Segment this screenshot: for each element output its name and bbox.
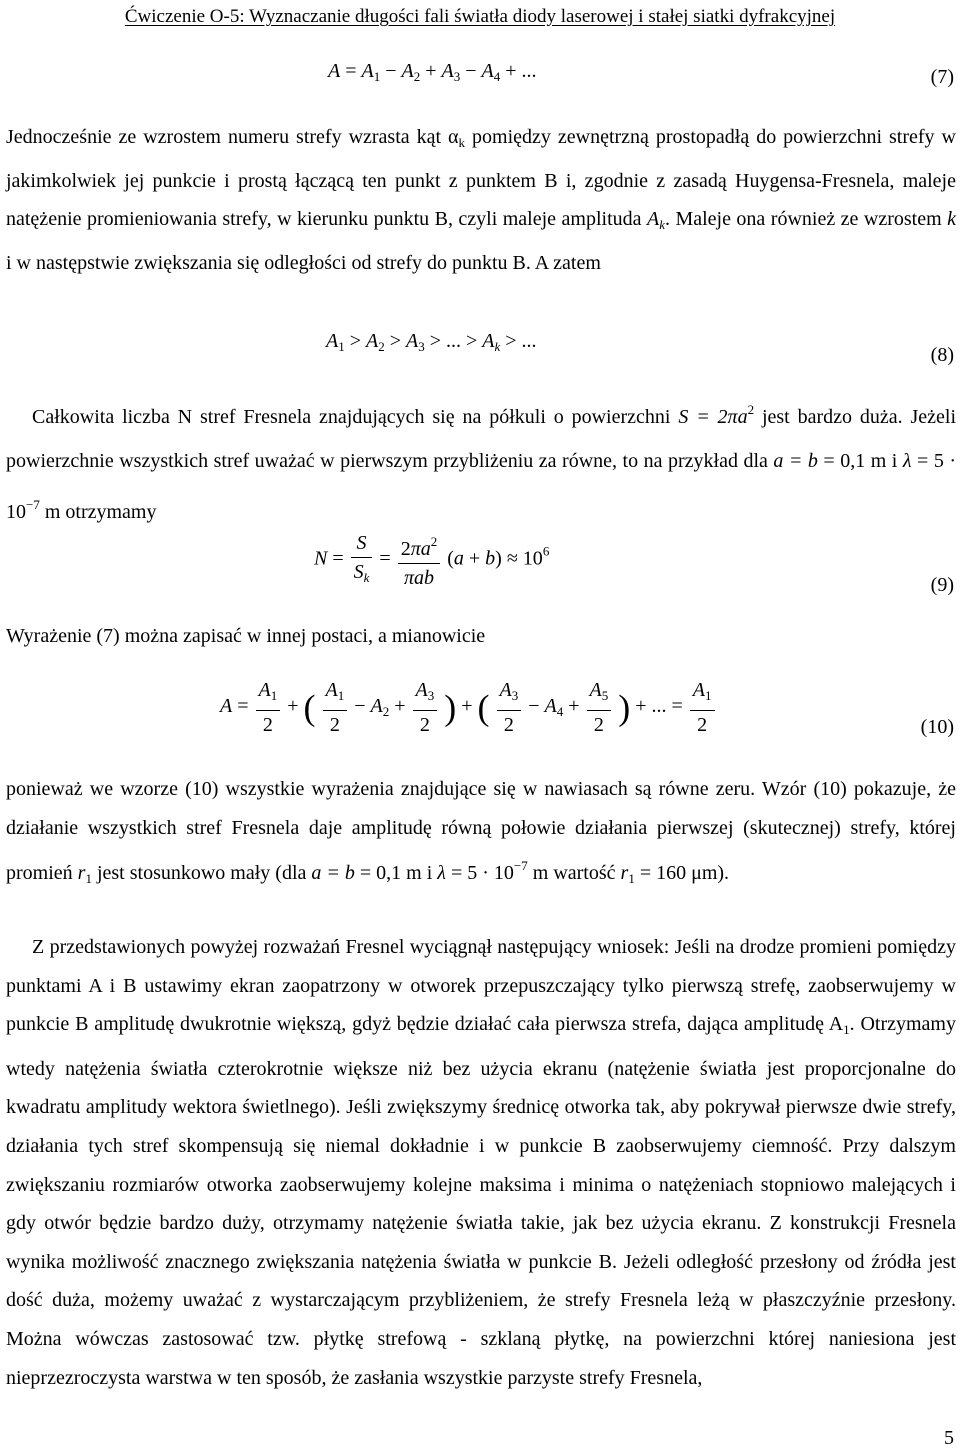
equation-10: A = $\frac{A_1}{2}$ + ( $\frac{A_1}{2}$ − $A_2$ + $\frac{A_3}{2}$ ) + ( $\frac{A_3}{2}$ − $A_4$ + $\frac{A_5}{2}$ ) + ... = $\frac{A_1}{2}$ xyxy=(220,676,717,739)
equation-8: $A_1 > A_2 > A_3$ > ... > $A_k$ > ... xyxy=(326,330,537,354)
p4-text-b: jest stosunkowo mały (dla xyxy=(91,862,312,884)
equation-10-number: (10) xyxy=(920,716,954,738)
p1-k: k xyxy=(947,208,956,230)
p2-text-c: = 0,1 m i xyxy=(817,450,903,472)
equation-7: $A = A_1 - A_2 + A_3 - A_4$ + ... xyxy=(328,60,537,84)
p4-text-d: = 5 · 10 xyxy=(445,862,514,884)
p5-sub: 1 xyxy=(843,1022,850,1038)
p2-text-e: m otrzymamy xyxy=(39,501,157,523)
p2-formula: S = 2πa xyxy=(678,406,748,428)
p1-sub: k xyxy=(458,135,466,150)
p4-ab: a = b xyxy=(311,862,355,884)
p4-r: r xyxy=(77,862,86,884)
p2-exp: −7 xyxy=(26,497,40,512)
p5-text: Z przedstawionych powyżej rozważań Fresnel wyciągnął następujący wniosek: Jeśli na drodze promieni pomiędzy punktami A i B ustawimy ekran zaopatrzony w otworek przepuszczający tylko pierwszą strefę, zaobserwujemy w punkcie B amplitudę dwukrotnie większą, gdyż będzie działać cała pierwsza strefa, dająca amplitudę A xyxy=(6,936,956,1036)
paragraph-first-zone: ponieważ we wzorze (10) wszystkie wyrażenia znajdujące się w nawiasach są równe zeru. Wzór (10) pokazuje, że działanie wszystkich stref Fresnela daje amplitudę równą połowie działania pierwszej (skutecznej) strefy, której promień $r_1$ jest stosunkowo mały (dla a = b = 0,1 m i $\lambda = 5 \cdot 10^{-7}$ m wartość $r_1 = 160$ μm). xyxy=(6,778,956,886)
paragraph-rewrite: Wyrażenie (7) można zapisać w innej postaci, a mianowicie xyxy=(6,625,486,647)
p1-text: Jednocześnie ze wzrostem numeru strefy wzrasta kąt α xyxy=(6,126,459,148)
p4-text-c: = 0,1 m i xyxy=(354,862,438,884)
p4-text-e: m wartość xyxy=(527,862,621,884)
p1-tail: i w następstwie zwiększania się odległości od strefy do punktu B. A zatem xyxy=(6,252,601,274)
p4-text-a: ponieważ we wzorze (10) wszystkie wyrażenia znajdujące się w nawiasach są równe zeru. Wzór (10) pokazuje, że działanie wszystkich stref Fresnela daje amplitudę równą połowie działania pierwszej (skutecznej) strefy, której promień xyxy=(6,778,956,884)
p4-lambda: λ xyxy=(437,862,446,884)
p1-amp-sub: k xyxy=(659,217,665,232)
page-number: 5 xyxy=(944,1427,954,1449)
paragraph-fresnel-conclusion xyxy=(6,928,956,1397)
equation-9: N = $\frac{S}{S_k}$ = $\frac{2\pi a^2}{\text{πab}}$ $(a + b) \approx 10^6$ xyxy=(314,528,549,592)
paragraph-zones-angle xyxy=(6,118,956,282)
page-header-title: Ćwiczenie O-5: Wyznaczanie długości fali światła diody laserowej i stałej siatki dyfrakcyjnej xyxy=(124,6,836,27)
p1-amp: A xyxy=(646,208,660,230)
equation-7-number: (7) xyxy=(930,66,954,88)
equation-9-number: (9) xyxy=(930,574,954,596)
p4-exp: −7 xyxy=(513,858,528,873)
p1-rest: pomiędzy zewnętrzną prostopadłą do powierzchni strefy w jakimkolwiek jej punkcie i prostą łączącą ten punkt z punktem B i, zgodnie z zasadą Huygensa-Fresnela, maleje natężenie promieniowania strefy, w kierunku punktu B, czyli maleje amplituda xyxy=(6,126,956,230)
equation-8-number: (8) xyxy=(930,344,954,366)
p1-end: . Maleje ona również ze wzrostem xyxy=(664,208,948,230)
p2-text-d: = 5 · 10 xyxy=(6,450,956,523)
p2-lambda: λ xyxy=(902,450,912,472)
paragraph-zone-count: Całkowita liczba N stref Fresnela znajdujących się na półkuli o powierzchni $S = 2\pi a^2$ jest bardzo duża. Jeżeli powierzchnie wszystkich stref uważać w pierwszym przybliżeniu za równe, to na przykład dla a = b = 0,1 m i $\lambda = 5 \cdot 10^{-7}$ m otrzymamy xyxy=(6,402,957,523)
p2-text-a: Całkowita liczba N stref Fresnela znajdujących się na półkuli o powierzchni xyxy=(32,406,679,428)
p2-text-b: jest bardzo duża. Jeżeli powierzchnie wszystkich stref uważać w pierwszym przybliżeniu za równe, to na przykład dla xyxy=(6,406,957,472)
p5-rest: . Otrzymamy wtedy natężenia światła czterokrotnie większe niż bez użycia ekranu (natężenie światła jest proporcjonalne do kwadratu amplitudy wektora świetlnego). Jeśli zwiększymy średnicę otworka tak, aby pokrywał pierwsze dwie strefy, działania tych stref skompensują się niemal dokładnie i w punkcie B zaobserwujemy ciemność. Przy dalszym zwiększaniu rozmiarów otworka zaobserwujemy kolejne maksima i minima o natężeniach stopniowo malejących i gdy otwór będzie bardzo duży, otrzymamy natężenie światła takie, jak bez użycia ekranu. Z konstrukcji Fresnela wynika możliwość znacznego zwiększania natężenia światła w punkcie B. Jeżeli odległość przesłony od źródła jest dość duża, możemy uważać z wystarczającym przybliżeniem, że strefy Fresnela leżą w płaszczyźnie przesłony. Można wówczas zastosować tzw. płytkę strefową - szklaną płytkę, na powierzchni której naniesiona jest nieprzezroczysta warstwa w ten sposób, że zasłania wszystkie parzyste strefy Fresnela, xyxy=(6,1013,956,1389)
p2-ab: a = b xyxy=(773,450,818,472)
p4-text-f: = 160 μm). xyxy=(634,862,730,884)
